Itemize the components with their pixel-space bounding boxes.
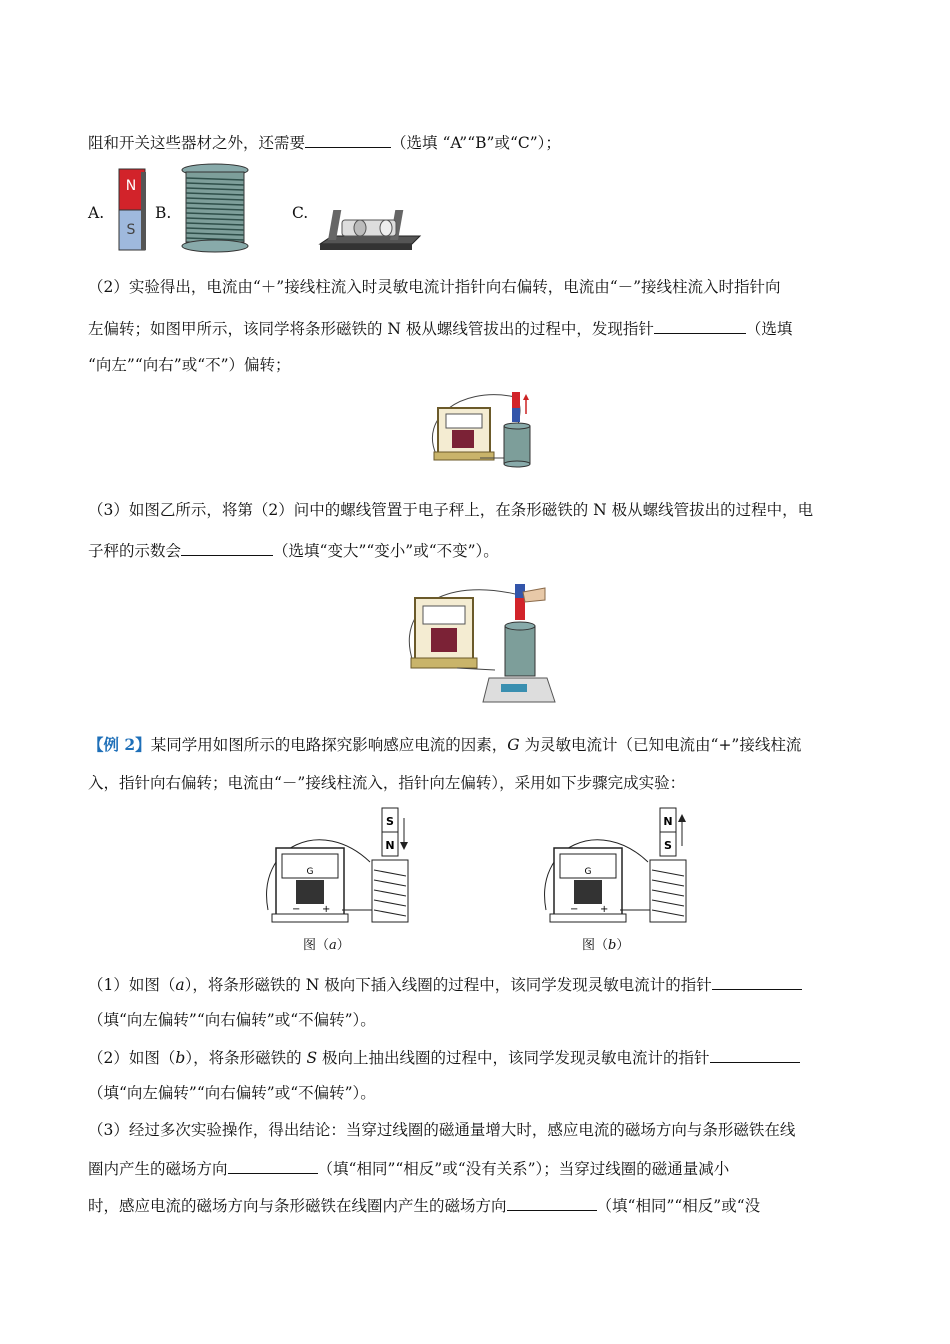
example-q3-line-3: 时，感应电流的磁场方向与条形磁铁在线圈内产生的磁场方向 （填“相同”“相反”或“没 <box>88 1194 760 1216</box>
meter-g-label: G <box>306 867 314 877</box>
meter-minus: − <box>292 904 301 915</box>
example-q2-line-2: （填“向左偏转”“向右偏转”或“不偏转”）。 <box>88 1084 376 1102</box>
option-a-label: A. <box>88 204 105 222</box>
meter-plus: + <box>600 904 609 915</box>
magnet-n-text: N <box>125 178 137 194</box>
example-q3-line-2: 圈内产生的磁场方向 （填“相同”“相反”或“没有关系”）；当穿过线圈的磁通量减小 <box>88 1157 729 1179</box>
answer-blank[interactable] <box>507 1194 597 1211</box>
figure-a-circuit <box>262 806 412 930</box>
figure-b-caption: 图（b） <box>582 938 630 953</box>
apparatus-c-image <box>320 206 420 252</box>
figure-jia-circuit <box>420 388 540 470</box>
coil-image <box>180 162 250 254</box>
figure-a-caption: 图（a） <box>303 938 350 953</box>
answer-blank[interactable] <box>654 317 746 334</box>
answer-blank[interactable] <box>181 539 273 556</box>
option-b-label: B. <box>155 204 172 222</box>
meter-plus: + <box>322 904 331 915</box>
answer-blank[interactable] <box>305 131 391 148</box>
question-2-line-3: “向左”“向右”或“不”）偏转； <box>88 356 291 374</box>
example-tag: 【例 2】 <box>88 735 151 754</box>
example-2-line-1: 【例 2】某同学用如图所示的电路探究影响感应电流的因素，G 为灵敏电流计（已知电流由“+”接线柱流 <box>88 735 802 754</box>
option-c-label: C. <box>292 204 309 222</box>
magnet-bottom-pole: S <box>664 839 672 852</box>
example-q1-line-1: （1）如图（a），将条形磁铁的 N 极向下插入线圈的过程中，该同学发现灵敏电流计的指针 <box>88 973 802 995</box>
bar-magnet-image <box>118 168 148 252</box>
example-q3-line-1: （3）经过多次实验操作，得出结论：当穿过线圈的磁通量增大时，感应电流的磁场方向与条形磁铁在线 <box>88 1121 796 1139</box>
magnet-bottom-pole: N <box>385 839 395 852</box>
meter-g-label: G <box>584 867 592 877</box>
question-2-line-1: （2）实验得出，电流由“＋”接线柱流入时灵敏电流计指针向右偏转，电流由“－”接线柱流入时指针向 <box>88 278 781 296</box>
question-1-line: 阻和开关这些器材之外，还需要 （选填 “A”“B”或“C”）； <box>88 131 561 153</box>
figure-b-circuit <box>540 806 690 930</box>
answer-blank[interactable] <box>712 973 802 990</box>
magnet-top-pole: N <box>663 815 673 828</box>
question-2-line-2: 左偏转；如图甲所示，该同学将条形磁铁的 N 极从螺线管拔出的过程中，发现指针 （选填 <box>88 317 792 339</box>
magnet-s-text: S <box>126 222 136 238</box>
answer-blank[interactable] <box>228 1157 318 1174</box>
question-3-line-2: 子秤的示数会 （选填“变大”“变小”或“不变”）。 <box>88 539 499 561</box>
meter-minus: − <box>570 904 579 915</box>
answer-blank[interactable] <box>710 1046 800 1063</box>
magnet-top-pole: S <box>386 815 394 828</box>
figure-yi-circuit <box>395 578 555 710</box>
example-2-line-2: 入，指针向右偏转；电流由“－”接线柱流入，指针向左偏转），采用如下步骤完成实验： <box>88 774 686 792</box>
example-q1-line-2: （填“向左偏转”“向右偏转”或“不偏转”）。 <box>88 1011 376 1029</box>
question-3-line-1: （3）如图乙所示，将第（2）问中的螺线管置于电子秤上，在条形磁铁的 N 极从螺线管拔出的过程中，电 <box>88 501 814 519</box>
example-q2-line-1: （2）如图（b），将条形磁铁的 S 极向上抽出线圈的过程中，该同学发现灵敏电流计的指针 <box>88 1046 800 1068</box>
